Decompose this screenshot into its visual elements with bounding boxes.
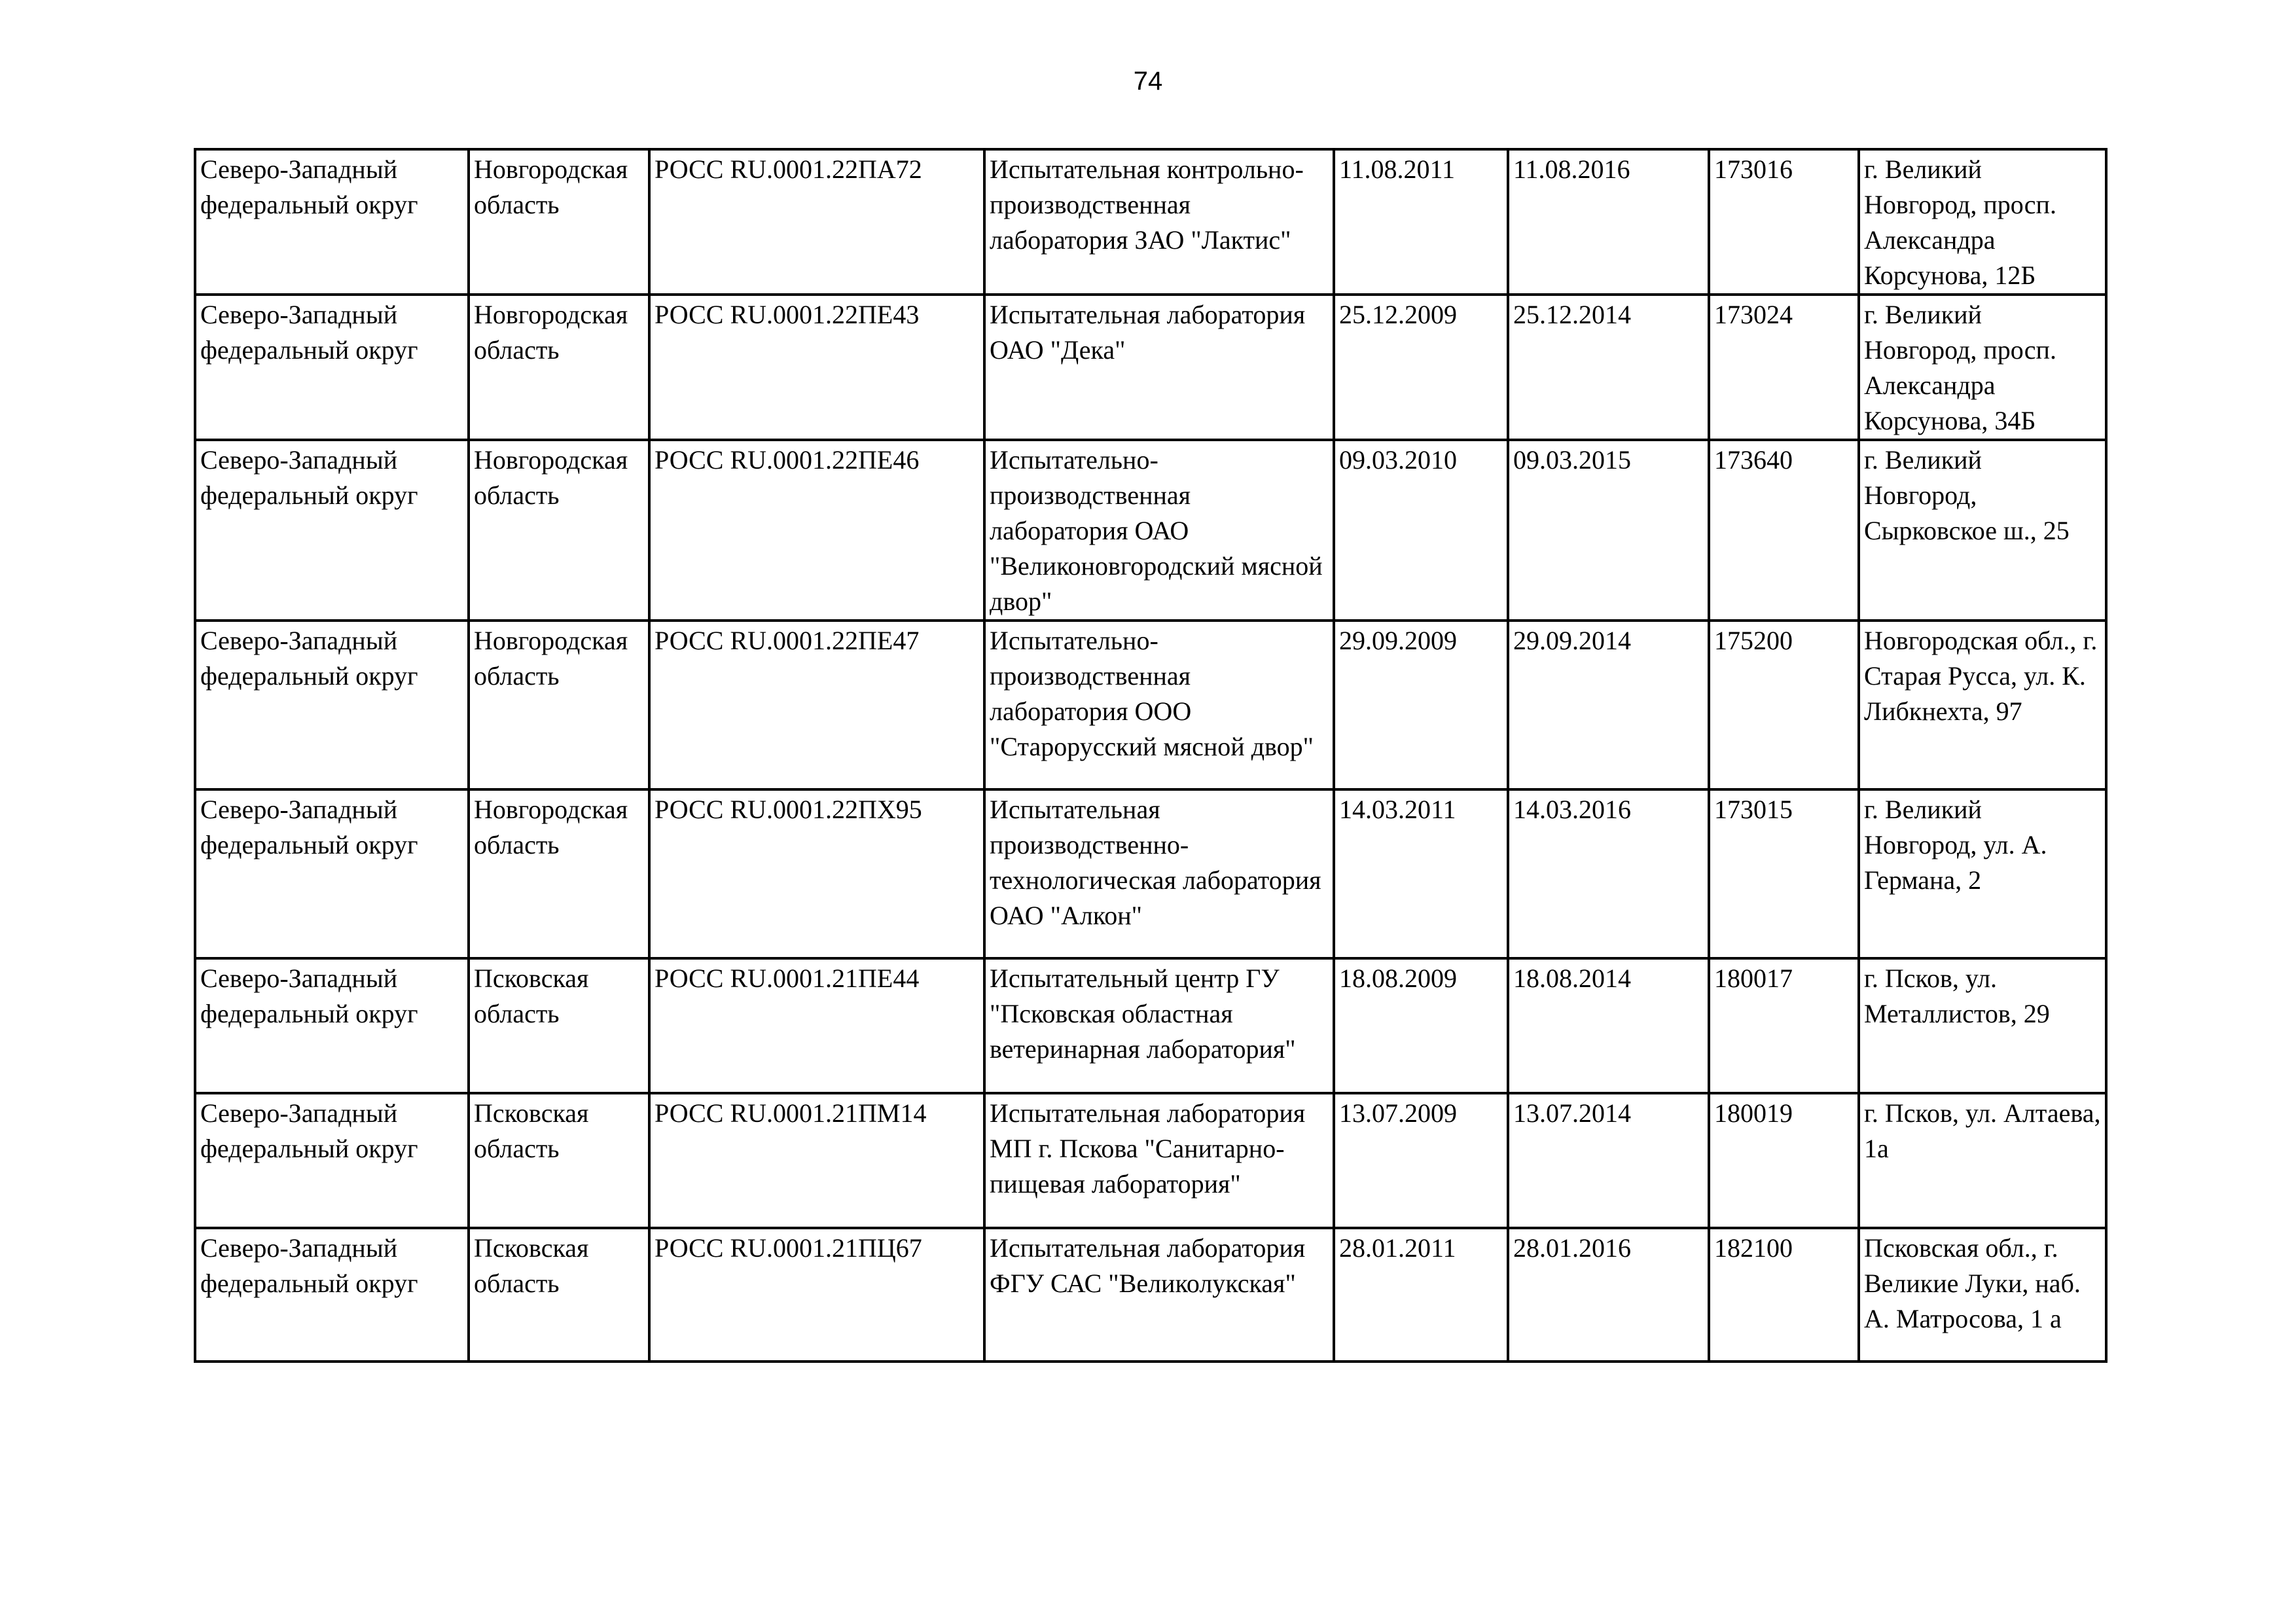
cell-certificate: РОСС RU.0001.22ПХ95 xyxy=(649,789,984,958)
cell-laboratory: Испытательный центр ГУ "Псковская областная ветеринарная лаборатория" xyxy=(984,958,1334,1093)
cell-district: Северо-Западный федеральный округ xyxy=(195,789,469,958)
cell-laboratory: Испытательная лаборатория ФГУ САС "Великолукская" xyxy=(984,1228,1334,1362)
cell-region: Новгородская область xyxy=(469,295,649,440)
cell-valid-from: 18.08.2009 xyxy=(1334,958,1508,1093)
cell-region: Новгородская область xyxy=(469,621,649,789)
cell-valid-from: 25.12.2009 xyxy=(1334,295,1508,440)
cell-region: Новгородская область xyxy=(469,789,649,958)
cell-certificate: РОСС RU.0001.22ПЕ43 xyxy=(649,295,984,440)
cell-region: Новгородская область xyxy=(469,440,649,621)
cell-address: Новгородская обл., г. Старая Русса, ул. К. Либкнехта, 97 xyxy=(1859,621,2106,789)
table-row xyxy=(195,958,2106,1093)
cell-region: Псковская область xyxy=(469,958,649,1093)
table-row xyxy=(195,621,2106,789)
cell-laboratory: Испытательно-производственная лаборатория ООО "Старорусский мясной двор" xyxy=(984,621,1334,789)
table-row xyxy=(195,789,2106,958)
cell-certificate: РОСС RU.0001.22ПЕ47 xyxy=(649,621,984,789)
cell-laboratory: Испытательная лаборатория ОАО "Дека" xyxy=(984,295,1334,440)
cell-valid-to: 09.03.2015 xyxy=(1508,440,1709,621)
cell-district: Северо-Западный федеральный округ xyxy=(195,295,469,440)
cell-certificate: РОСС RU.0001.21ПЕ44 xyxy=(649,958,984,1093)
table-row xyxy=(195,295,2106,440)
table-row xyxy=(195,149,2106,295)
cell-address: г. Великий Новгород, просп. Александра Корсунова, 12Б xyxy=(1859,149,2106,295)
cell-address: г. Великий Новгород, просп. Александра Корсунова, 34Б xyxy=(1859,295,2106,440)
cell-valid-from: 28.01.2011 xyxy=(1334,1228,1508,1362)
cell-region: Псковская область xyxy=(469,1228,649,1362)
cell-valid-to: 28.01.2016 xyxy=(1508,1228,1709,1362)
cell-postal-index: 175200 xyxy=(1709,621,1859,789)
cell-certificate: РОСС RU.0001.22ПЕ46 xyxy=(649,440,984,621)
cell-postal-index: 173640 xyxy=(1709,440,1859,621)
cell-district: Северо-Западный федеральный округ xyxy=(195,1093,469,1228)
cell-valid-from: 14.03.2011 xyxy=(1334,789,1508,958)
cell-postal-index: 173015 xyxy=(1709,789,1859,958)
cell-district: Северо-Западный федеральный округ xyxy=(195,1228,469,1362)
cell-district: Северо-Западный федеральный округ xyxy=(195,440,469,621)
cell-postal-index: 173016 xyxy=(1709,149,1859,295)
cell-district: Северо-Западный федеральный округ xyxy=(195,621,469,789)
cell-valid-to: 25.12.2014 xyxy=(1508,295,1709,440)
cell-valid-to: 11.08.2016 xyxy=(1508,149,1709,295)
cell-address: г. Великий Новгород, ул. А. Германа, 2 xyxy=(1859,789,2106,958)
table-row xyxy=(195,1228,2106,1362)
cell-valid-from: 09.03.2010 xyxy=(1334,440,1508,621)
cell-postal-index: 180019 xyxy=(1709,1093,1859,1228)
cell-region: Псковская область xyxy=(469,1093,649,1228)
cell-certificate: РОСС RU.0001.21ПЦ67 xyxy=(649,1228,984,1362)
cell-valid-to: 29.09.2014 xyxy=(1508,621,1709,789)
cell-postal-index: 173024 xyxy=(1709,295,1859,440)
cell-address: г. Псков, ул. Алтаева, 1а xyxy=(1859,1093,2106,1228)
cell-laboratory: Испытательная контрольно-производственная лаборатория ЗАО "Лактис" xyxy=(984,149,1334,295)
cell-valid-to: 13.07.2014 xyxy=(1508,1093,1709,1228)
cell-laboratory: Испытательная производственно-технологическая лаборатория ОАО "Алкон" xyxy=(984,789,1334,958)
cell-valid-from: 13.07.2009 xyxy=(1334,1093,1508,1228)
cell-valid-from: 11.08.2011 xyxy=(1334,149,1508,295)
cell-address: г. Псков, ул. Металлистов, 29 xyxy=(1859,958,2106,1093)
cell-laboratory: Испытательная лаборатория МП г. Пскова "Санитарно-пищевая лаборатория" xyxy=(984,1093,1334,1228)
cell-postal-index: 182100 xyxy=(1709,1228,1859,1362)
cell-address: Псковская обл., г. Великие Луки, наб. А. Матросова, 1 а xyxy=(1859,1228,2106,1362)
table-row xyxy=(195,440,2106,621)
cell-valid-to: 18.08.2014 xyxy=(1508,958,1709,1093)
table-row xyxy=(195,1093,2106,1228)
cell-certificate: РОСС RU.0001.22ПА72 xyxy=(649,149,984,295)
cell-valid-to: 14.03.2016 xyxy=(1508,789,1709,958)
cell-address: г. Великий Новгород, Сырковское ш., 25 xyxy=(1859,440,2106,621)
cell-postal-index: 180017 xyxy=(1709,958,1859,1093)
cell-laboratory: Испытательно-производственная лаборатория ОАО "Великоновгородский мясной двор" xyxy=(984,440,1334,621)
cell-certificate: РОСС RU.0001.21ПМ14 xyxy=(649,1093,984,1228)
cell-region: Новгородская область xyxy=(469,149,649,295)
laboratory-registry-table xyxy=(194,148,2108,1363)
cell-valid-from: 29.09.2009 xyxy=(1334,621,1508,789)
cell-district: Северо-Западный федеральный округ xyxy=(195,958,469,1093)
cell-district: Северо-Западный федеральный округ xyxy=(195,149,469,295)
page-number: 74 xyxy=(1133,67,1163,96)
